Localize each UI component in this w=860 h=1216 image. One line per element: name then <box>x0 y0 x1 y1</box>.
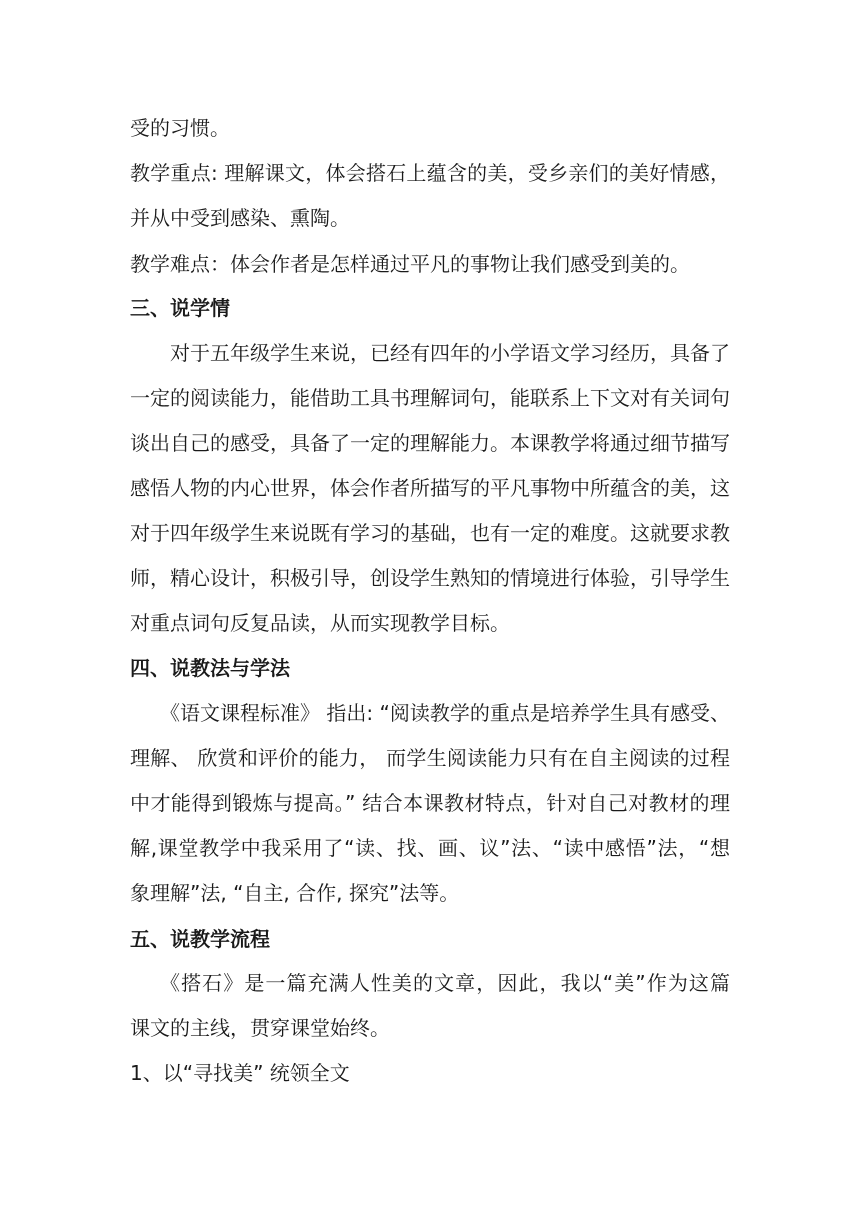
section-heading: 四、说教法与学法 <box>130 656 290 680</box>
paragraph-first-line: 《语文课程标准》 指出: “阅读教学的重点是培养学生具有感受、 <box>160 701 730 725</box>
text-line: 理解、 欣赏和评价的能力， 而学生阅读能力只有在自主阅读的过程 <box>130 746 730 770</box>
section-heading: 三、说学情 <box>130 296 230 320</box>
text-line: 并从中受到感染、熏陶。 <box>130 206 350 230</box>
text-line: 教学重点: 理解课文，体会搭石上蕴含的美，受乡亲们的美好情感， <box>130 161 730 185</box>
text-line: 象理解”法, “自主, 合作, 探究”法等。 <box>130 881 460 905</box>
text-line: 教学难点：体会作者是怎样通过平凡的事物让我们感受到美的。 <box>130 252 690 276</box>
text-line: 受的习惯。 <box>130 116 230 140</box>
text-line: 对于四年级学生来说既有学习的基础，也有一定的难度。这就要求教 <box>130 521 730 545</box>
text-line: 课文的主线，贯穿课堂始终。 <box>130 1016 390 1040</box>
text-line: 解,课堂教学中我采用了“读、找、画、议”法、“读中感悟”法，“想 <box>130 836 730 860</box>
text-line: 师，精心设计，积极引导，创设学生熟知的情境进行体验，引导学生 <box>130 566 730 590</box>
list-item: 1、以“寻找美” 统领全文 <box>130 1061 350 1085</box>
text-line: 中才能得到锻炼与提高。” 结合本课教材特点，针对自己对教材的理 <box>130 791 730 815</box>
paragraph-first-line: 对于五年级学生来说，已经有四年的小学语文学习经历，具备了 <box>170 341 730 365</box>
text-line: 一定的阅读能力，能借助工具书理解词句，能联系上下文对有关词句 <box>130 386 730 410</box>
section-heading: 五、说教学流程 <box>130 927 270 951</box>
text-line: 对重点词句反复品读，从而实现教学目标。 <box>130 611 510 635</box>
text-line: 感悟人物的内心世界，体会作者所描写的平凡事物中所蕴含的美，这 <box>130 476 730 500</box>
text-line: 谈出自己的感受，具备了一定的理解能力。本课教学将通过细节描写 <box>130 431 730 455</box>
paragraph-first-line: 《搭石》是一篇充满人性美的文章，因此，我以“美”作为这篇 <box>160 971 730 995</box>
